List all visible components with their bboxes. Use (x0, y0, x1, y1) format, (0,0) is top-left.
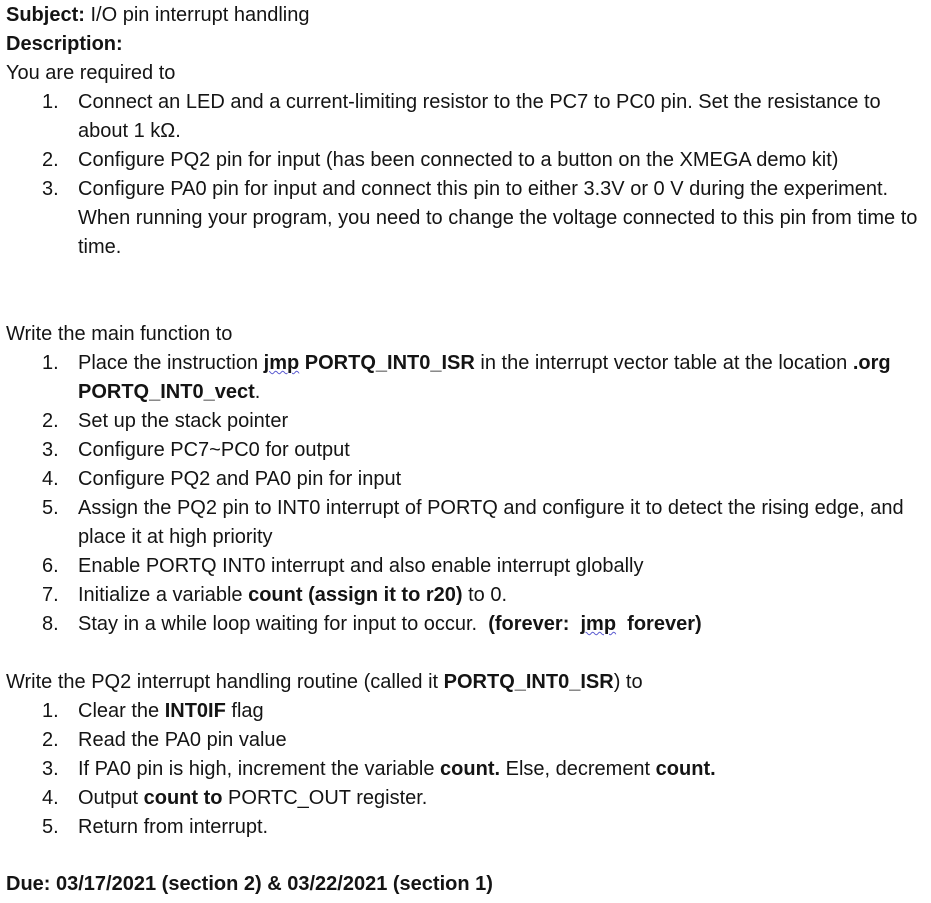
list-item: 2. Set up the stack pointer (42, 410, 289, 432)
list-item: 8. Stay in a while loop waiting for input to occur. (forever: jmp forever) (42, 613, 702, 635)
description-intro: You are required to (6, 62, 176, 84)
main-function-intro: Write the main function to (6, 323, 233, 345)
list-item: 3. If PA0 pin is high, increment the variable count. Else, decrement count. (42, 758, 716, 780)
isr-steps (0, 697, 928, 842)
list-item: 5. Return from interrupt. (42, 816, 269, 838)
list-item: 4. Output count to PORTC_OUT register. (42, 787, 428, 809)
due-date: Due: 03/17/2021 (section 2) & 03/22/2021 (section 1) (6, 873, 493, 895)
list-item: 1. Clear the INT0IF flag (42, 700, 264, 722)
list-item: 4. Configure PQ2 and PA0 pin for input (42, 468, 402, 490)
subject-label: Subject: (6, 4, 85, 26)
list-item: 2. Read the PA0 pin value (42, 729, 287, 751)
list-item: 6. Enable PORTQ INT0 interrupt and also enable interrupt globally (42, 555, 644, 577)
list-item: 3. Configure PA0 pin for input and connect this pin to either 3.3V or 0 V during the experiment. When running your program, you need to change the voltage connected to this pin from time to time. (42, 178, 918, 258)
list-item: 3. Configure PC7~PC0 for output (42, 439, 350, 461)
description-heading: Description: (6, 33, 123, 55)
subject-line (6, 1, 310, 30)
requirements-list (0, 88, 928, 262)
subject-value: I/O pin interrupt handling (84, 4, 310, 26)
list-item: 2. Configure PQ2 pin for input (has been connected to a button on the XMEGA demo kit) (42, 149, 839, 171)
isr-intro: Write the PQ2 interrupt handling routine (called it PORTQ_INT0_ISR) to (6, 671, 643, 693)
list-item: 7. Initialize a variable count (assign it to r20) to 0. (42, 584, 508, 606)
main-function-steps (0, 349, 928, 639)
list-item: 5. Assign the PQ2 pin to INT0 interrupt of PORTQ and configure it to detect the rising edge, and place it at high priority (42, 497, 904, 548)
list-item: 1. Connect an LED and a current-limiting resistor to the PC7 to PC0 pin. Set the resistance to about 1 kΩ. (42, 91, 881, 142)
list-item: 1. Place the instruction jmp PORTQ_INT0_ISR in the interrupt vector table at the location .org PORTQ_INT0_vect. (42, 352, 891, 403)
